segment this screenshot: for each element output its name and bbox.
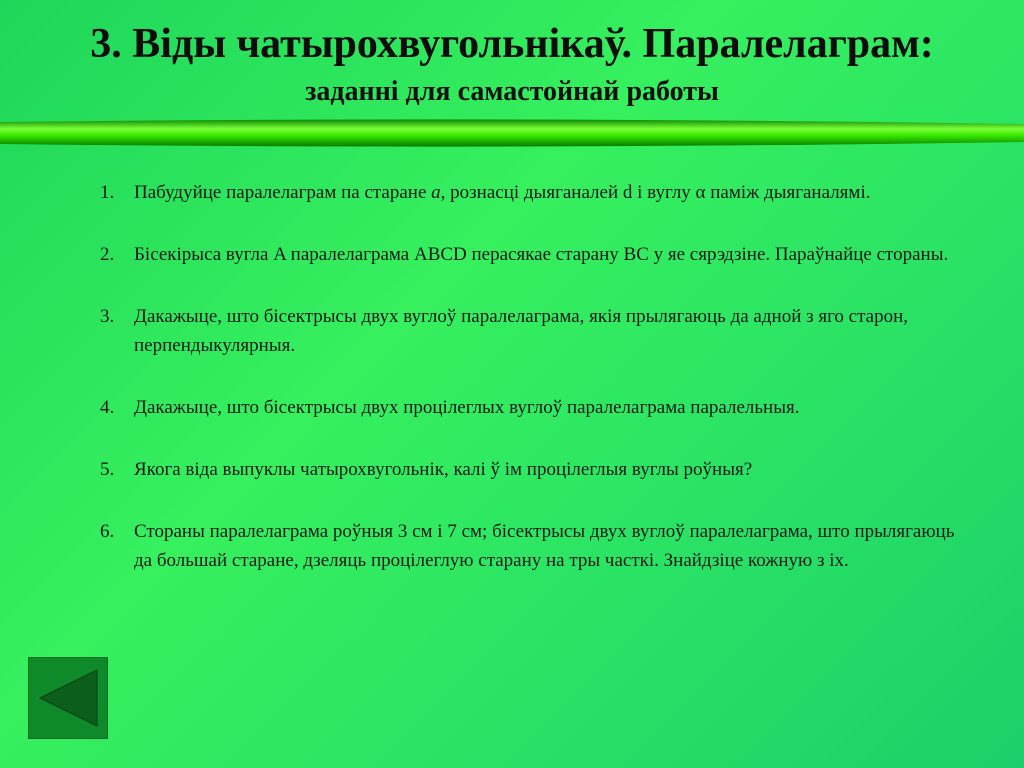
- task-number: 5.: [100, 459, 115, 480]
- task-text: Якога віда выпуклы чатырохвугольнік, калі ў ім процілеглыя вуглы роўныя?: [134, 459, 753, 480]
- list-item: [100, 393, 970, 422]
- task-number: 1.: [100, 182, 115, 203]
- task-number: 2.: [100, 244, 115, 265]
- list-item: [100, 178, 970, 207]
- list-item: [100, 240, 970, 269]
- slide-subtitle: заданні для самастойнай работы: [305, 76, 719, 107]
- task-text: Дакажыце, што бісектрысы двух процілеглых вуглоў паралелаграма паралельныя.: [134, 397, 800, 418]
- task-text: Дакажыце, што бісектрысы двух вуглоў паралелаграма, якія прылягаюць да адной з яго старон, перпендыкулярныя.: [134, 306, 908, 356]
- list-item: [100, 302, 970, 360]
- title-divider: [0, 118, 1024, 148]
- task-number: 3.: [100, 306, 115, 327]
- task-number: 4.: [100, 397, 115, 418]
- back-button[interactable]: [28, 657, 108, 739]
- task-text: Пабудуйце паралелаграм па старане a, рознасці дыяганалей d і вуглу α паміж дыяганалямі.: [134, 182, 871, 203]
- task-list: [100, 178, 970, 608]
- task-text: Бісекірыса вугла A паралелаграма ABCD перасякае старану BC у яе сярэдзіне. Параўнайце стораны.: [134, 244, 949, 265]
- list-item: [100, 517, 970, 575]
- slide-title: 3. Віды чатырохвугольнікаў. Паралелаграм:: [90, 21, 934, 67]
- task-text: Стораны паралелаграма роўныя 3 см і 7 см; бісектрысы двух вуглоў паралелаграма, што прылягаюць да большай старане, дзеляць процілеглую старану на тры часткі. Знайдзіце кожную з іх.: [134, 521, 955, 571]
- list-item: [100, 455, 970, 484]
- task-number: 6.: [100, 521, 115, 542]
- triangle-left-icon: [29, 658, 107, 738]
